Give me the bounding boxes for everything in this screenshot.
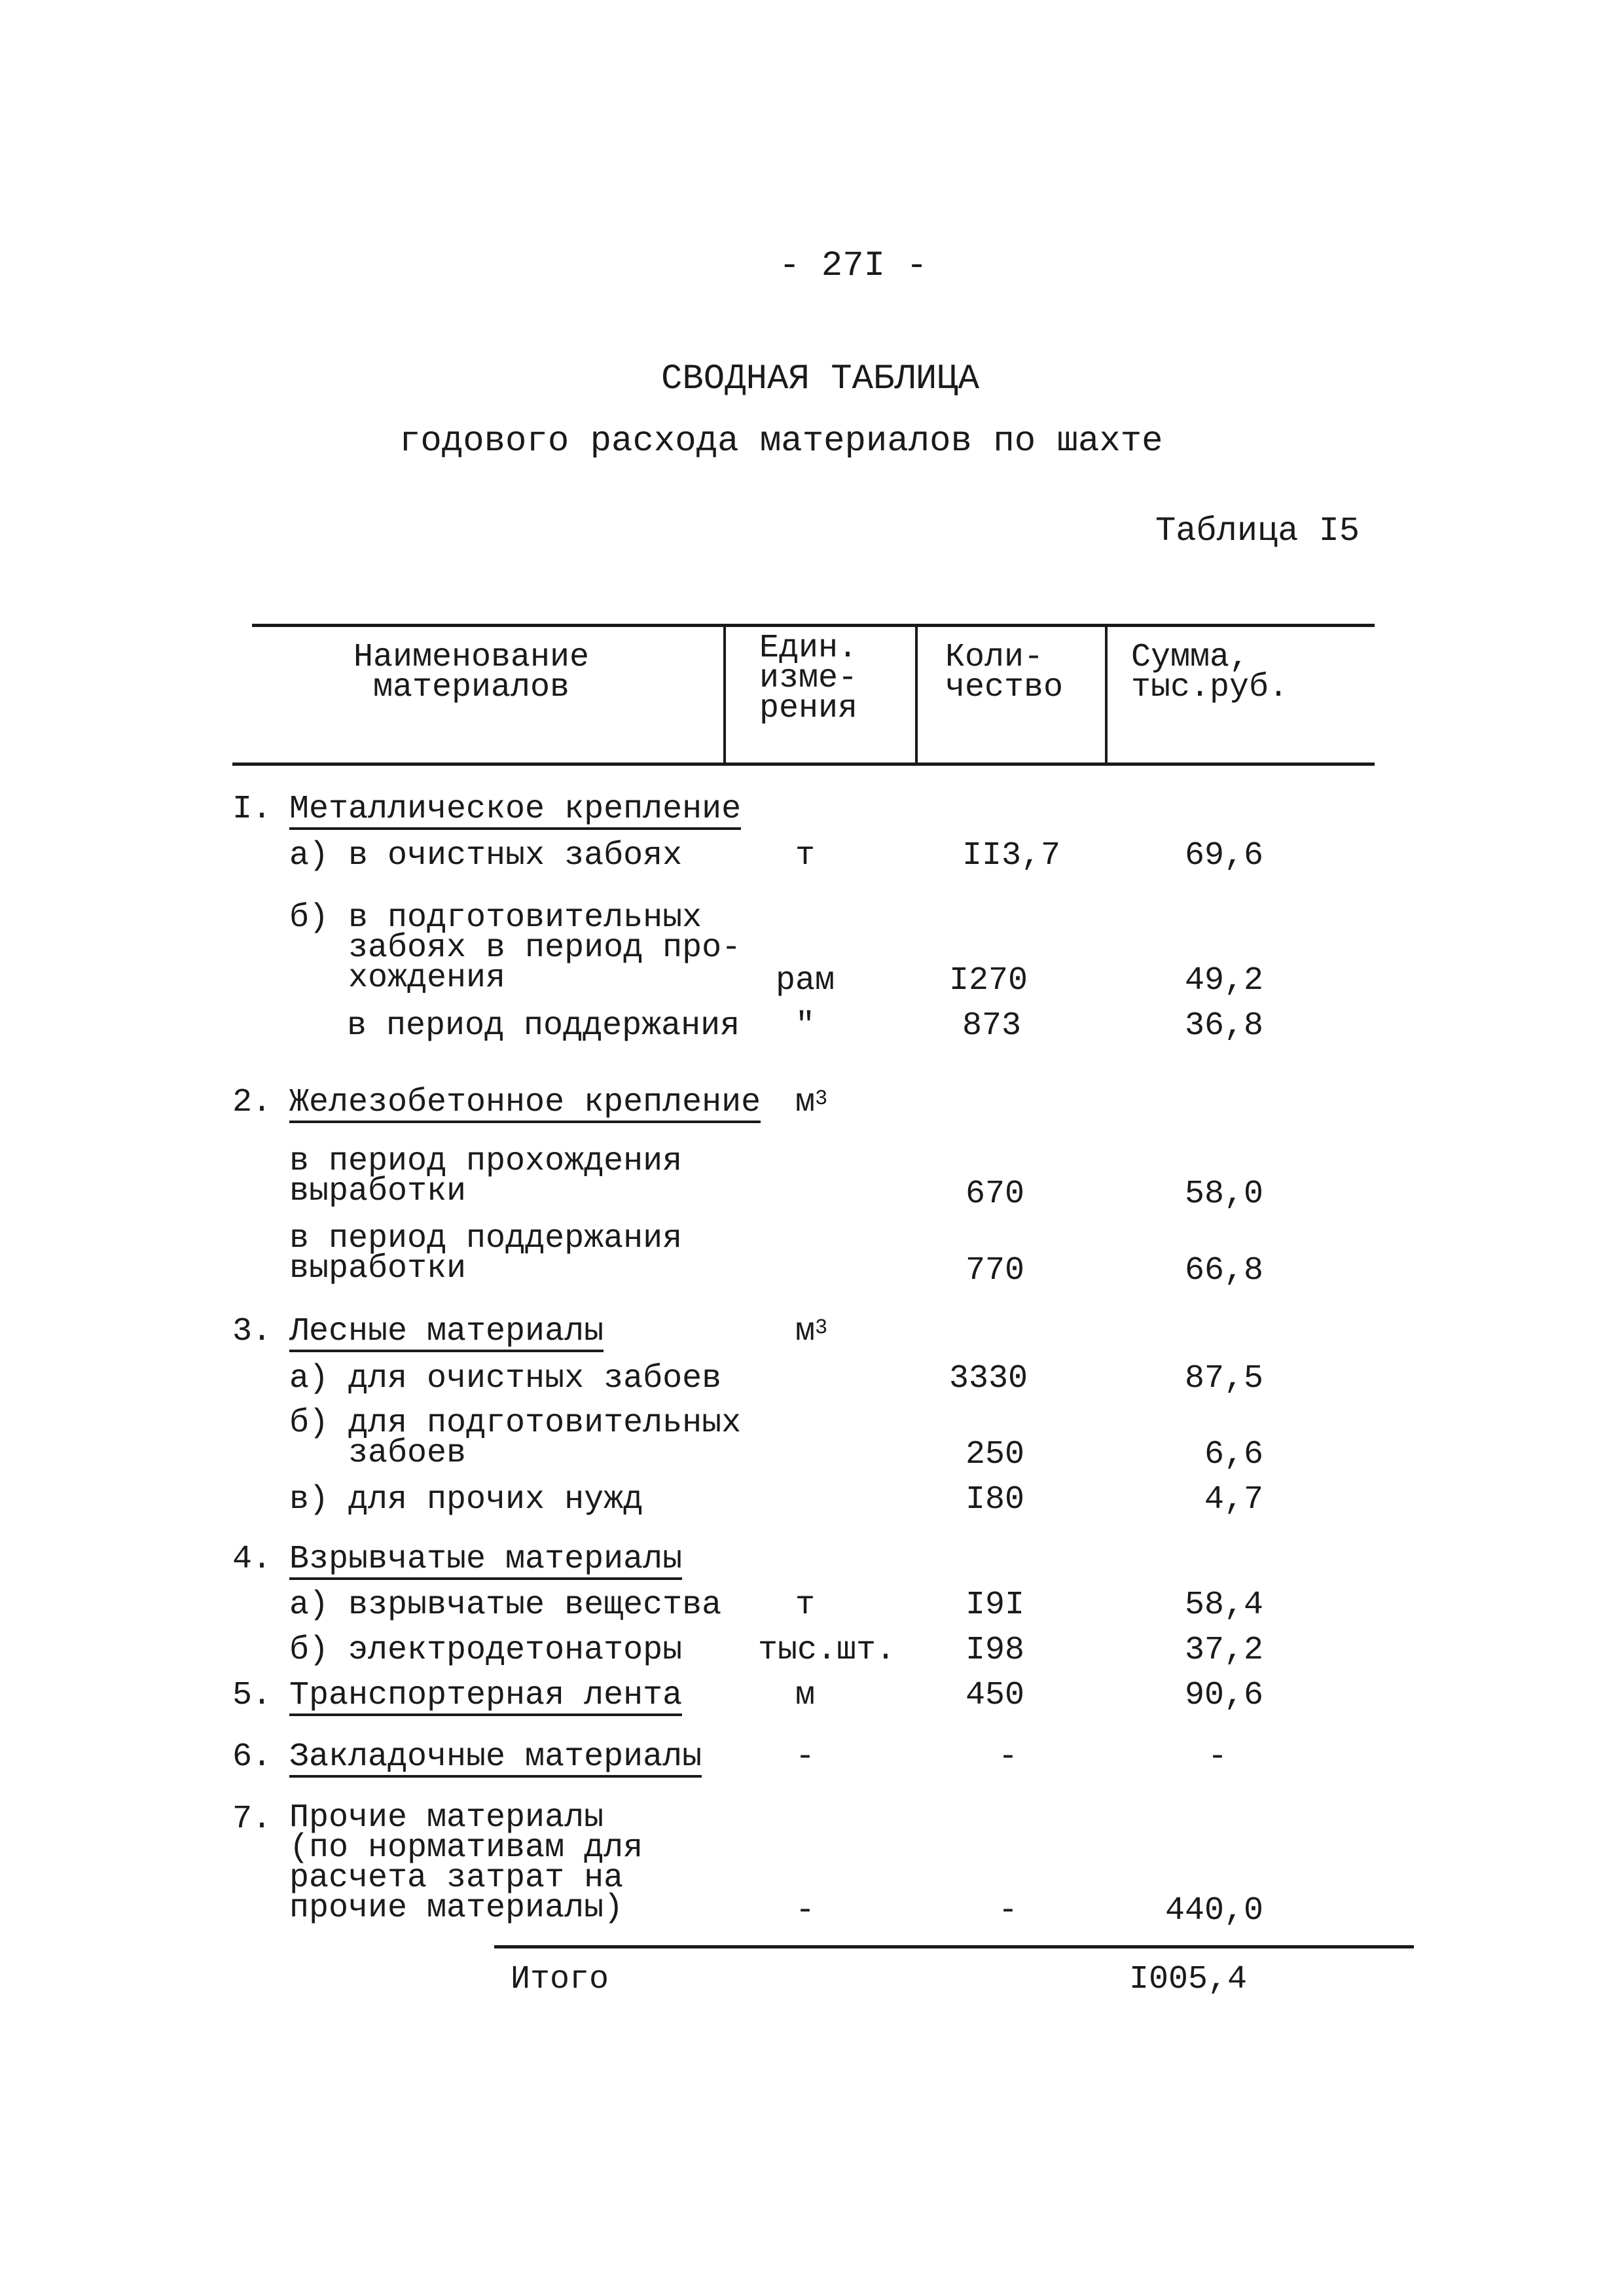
row-name: б) для подготовительных забоев [289, 1405, 742, 1472]
header-divider-2 [915, 627, 918, 766]
row-number: 2. [232, 1084, 272, 1121]
section-title: Транспортерная лента [289, 1679, 682, 1716]
section-title: Металлическое крепление [289, 793, 741, 830]
row-sum: 37,2 [1184, 1632, 1263, 1669]
row-name: а) для очистных забоев [289, 1360, 722, 1397]
row-name: а) взрывчатые вещества [289, 1587, 722, 1624]
page-title: СВОДНАЯ ТАБЛИЦА [661, 359, 980, 399]
row-number: 6. [232, 1738, 272, 1776]
row-sum: - [1207, 1738, 1227, 1776]
row-sum: 440,0 [1164, 1892, 1263, 1929]
row-quantity: I98 [965, 1632, 1025, 1669]
row-quantity: 770 [965, 1252, 1025, 1289]
section-title: Закладочные материалы [289, 1741, 702, 1778]
row-unit: т [795, 1587, 815, 1624]
row-quantity: I270 [949, 962, 1028, 999]
row-name: а) в очистных забоях [289, 837, 683, 874]
row-sum: 69,6 [1184, 837, 1263, 874]
row-sum: 6,6 [1204, 1436, 1263, 1473]
row-name: в период прохождения выработки [289, 1143, 683, 1210]
row-sum: 49,2 [1184, 962, 1263, 999]
row-quantity: I80 [965, 1481, 1025, 1518]
row-number: 7. [232, 1801, 272, 1838]
row-number: 4. [232, 1541, 272, 1578]
row-sum: 58,0 [1184, 1175, 1263, 1213]
row-unit: тыс.шт. [758, 1632, 896, 1669]
row-unit: т [795, 837, 815, 874]
page-subtitle: годового расхода материалов по шахте [399, 422, 1163, 461]
section-title: Взрывчатые материалы [289, 1543, 682, 1580]
total-label: Итого [511, 1961, 609, 1998]
row-quantity: 450 [965, 1677, 1025, 1714]
total-value: I005,4 [1129, 1961, 1248, 1998]
row-sum: 66,8 [1184, 1252, 1263, 1289]
row-unit: - [795, 1738, 815, 1776]
row-sum: 4,7 [1204, 1481, 1263, 1518]
section-title: Лесные материалы [289, 1316, 604, 1352]
table-header-rule [232, 762, 1375, 766]
row-unit: - [795, 1892, 815, 1929]
total-rule [494, 1945, 1414, 1948]
row-sum: 58,4 [1184, 1587, 1263, 1624]
row-name: в период поддержания выработки [289, 1220, 683, 1287]
row-quantity: - [998, 1892, 1018, 1929]
section-title: Железобетонное крепление [289, 1086, 761, 1123]
table-top-rule [252, 624, 1375, 627]
row-unit: рам [775, 962, 835, 999]
row-quantity: 670 [965, 1175, 1025, 1213]
header-unit: Един. изме- рения [759, 630, 858, 727]
row-unit: $м^3$ [795, 1313, 828, 1350]
row-number: I. [232, 791, 272, 828]
row-name: в период поддержания [347, 1007, 740, 1045]
row-unit: м [795, 1677, 815, 1714]
row-quantity: 250 [965, 1436, 1025, 1473]
row-unit: " [795, 1007, 815, 1045]
row-quantity: 3330 [949, 1360, 1028, 1397]
row-quantity: 873 [962, 1007, 1022, 1045]
header-sum: Сумма, тыс.руб. [1131, 639, 1289, 706]
row-name: в) для прочих нужд [289, 1481, 643, 1518]
row-number: 5. [232, 1677, 272, 1714]
row-sum: 87,5 [1184, 1360, 1263, 1397]
row-quantity: II3,7 [962, 837, 1061, 874]
page-number: - 27I - [779, 246, 928, 286]
row-sum: 36,8 [1184, 1007, 1263, 1045]
header-divider-3 [1105, 627, 1108, 766]
row-name: б) электродетонаторы [289, 1632, 683, 1669]
row-quantity: I9I [965, 1587, 1025, 1624]
row-sum: 90,6 [1184, 1677, 1263, 1714]
row-name: б) в подготовительных забоях в период про- хождения [289, 899, 742, 997]
row-name: Прочие материалы (по нормативам для расчета затрат на прочие материалы) [289, 1799, 643, 1927]
row-unit: $м^3$ [795, 1084, 828, 1121]
header-name: Наименование материалов [353, 639, 590, 706]
row-quantity: - [998, 1738, 1018, 1776]
table-label: Таблица I5 [1155, 512, 1360, 550]
header-quantity: Коли- чество [945, 639, 1064, 706]
header-divider-1 [723, 627, 726, 766]
row-number: 3. [232, 1313, 272, 1350]
